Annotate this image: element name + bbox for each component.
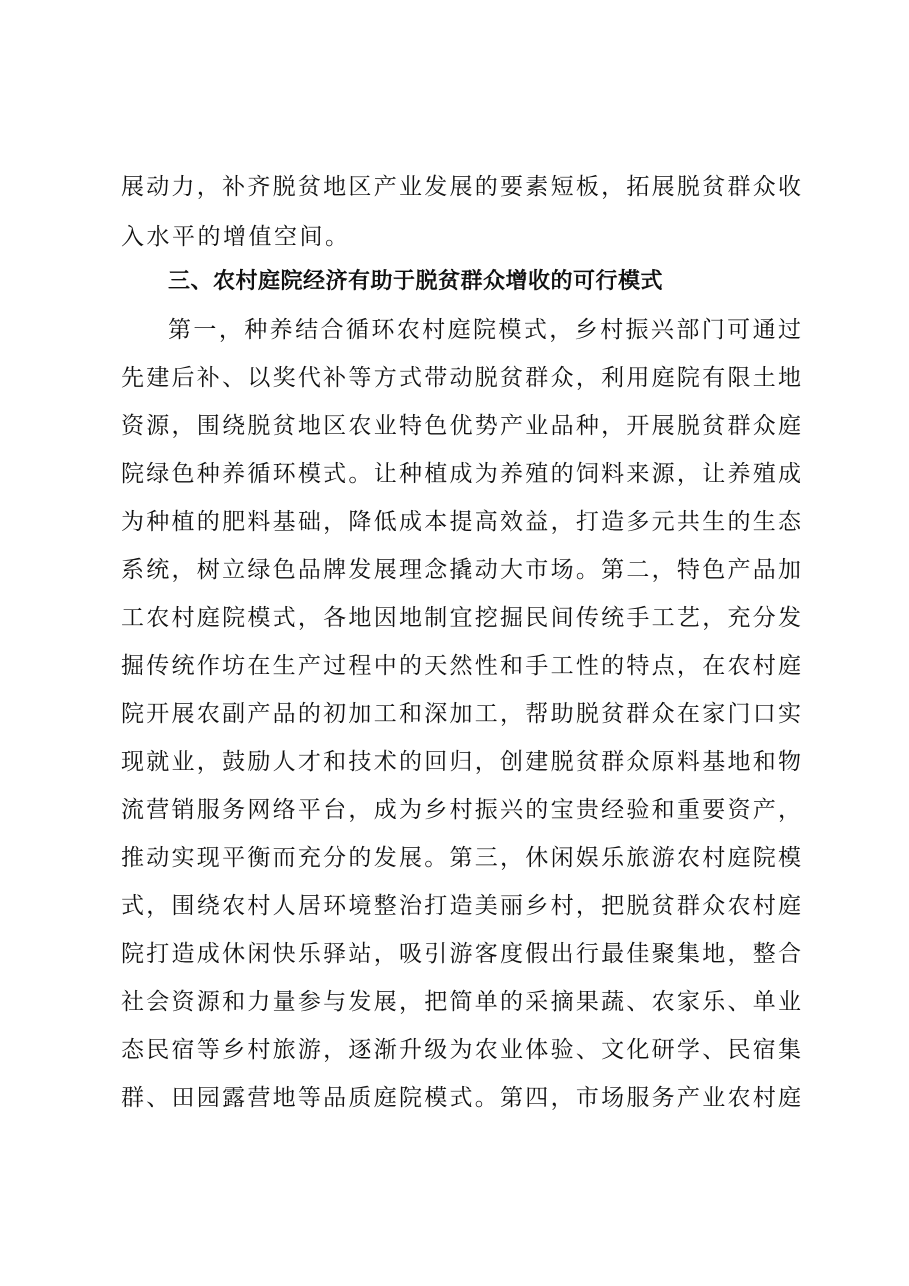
paragraph-line: 式，围绕农村人居环境整治打造美丽乡村，把脱贫群众农村庭 xyxy=(121,893,801,919)
paragraph-line: 态民宿等乡村旅游，逐渐升级为农业体验、文化研学、民宿集 xyxy=(121,1037,801,1063)
paragraph-line: 社会资源和力量参与发展，把简单的采摘果蔬、农家乐、单业 xyxy=(121,989,801,1015)
paragraph-line: 工农村庭院模式，各地因地制宜挖掘民间传统手工艺，充分发 xyxy=(121,605,801,631)
paragraph-line: 现就业，鼓励人才和技术的回归，创建脱贫群众原料基地和物 xyxy=(121,749,801,775)
paragraph-line: 第一，种养结合循环农村庭院模式，乡村振兴部门可通过 xyxy=(168,317,801,343)
paragraph-line: 群、田园露营地等品质庭院模式。第四，市场服务产业农村庭 xyxy=(121,1085,801,1111)
paragraph-line: 先建后补、以奖代补等方式带动脱贫群众，利用庭院有限土地 xyxy=(121,365,801,391)
paragraph-line: 流营销服务网络平台，成为乡村振兴的宝贵经验和重要资产， xyxy=(121,797,801,823)
paragraph-line: 院开展农副产品的初加工和深加工，帮助脱贫群众在家门口实 xyxy=(121,701,801,727)
paragraph-line: 掘传统作坊在生产过程中的天然性和手工性的特点，在农村庭 xyxy=(121,653,801,679)
paragraph-line: 资源，围绕脱贫地区农业特色优势产业品种，开展脱贫群众庭 xyxy=(121,413,801,439)
paragraph-line: 推动实现平衡而充分的发展。第三，休闲娱乐旅游农村庭院模 xyxy=(121,845,801,871)
paragraph-line: 系统，树立绿色品牌发展理念撬动大市场。第二，特色产品加 xyxy=(121,557,801,583)
paragraph-line: 为种植的肥料基础，降低成本提高效益，打造多元共生的生态 xyxy=(121,509,801,535)
paragraph-line: 院绿色种养循环模式。让种植成为养殖的饲料来源，让养殖成 xyxy=(121,461,801,487)
section-heading: 三、农村庭院经济有助于脱贫群众增收的可行模式 xyxy=(168,269,664,294)
paragraph-line: 院打造成休闲快乐驿站，吸引游客度假出行最佳聚集地，整合 xyxy=(121,941,801,967)
paragraph-line: 入水平的增值空间。 xyxy=(121,224,351,250)
paragraph-line: 展动力，补齐脱贫地区产业发展的要素短板，拓展脱贫群众收 xyxy=(121,174,801,200)
